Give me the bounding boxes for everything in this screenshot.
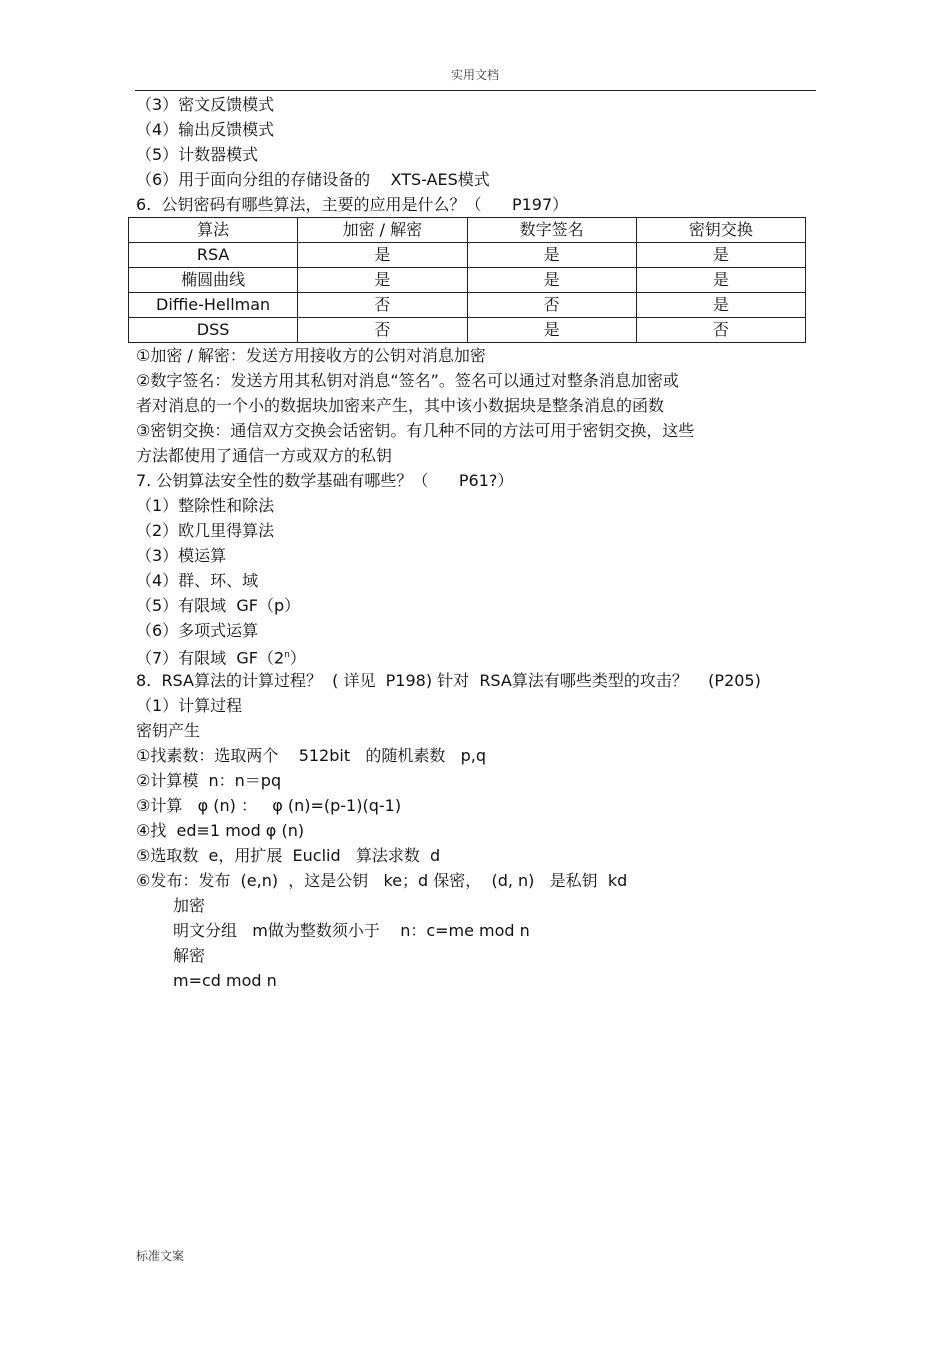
question-6: 6. 公钥密码有哪些算法，主要的应用是什么？（ P197） [136,195,569,214]
list-item: （2）欧几里得算法 [136,521,275,540]
page-footer: 标准文案 [136,1249,185,1263]
table-cell: 是 [636,243,805,268]
question-8: 8. RSA算法的计算过程？ ( 详见 P198) 针对 RSA算法有哪些类型的攻击？ (P205) [136,671,761,690]
table-cell: Diffie-Hellman [129,293,298,318]
step-line: ⑥发布：发布 (e,n) ，这是公钥 ke；d 保密， (d, n) 是私钥 kd [136,871,628,890]
table-header-cell: 数字签名 [467,218,636,243]
text-line: （4）输出反馈模式 [136,120,275,139]
text-line: ②数字签名：发送方用其私钥对消息“签名”。签名可以通过对整条消息加密或 [136,371,679,390]
table-header-cell: 密钥交换 [636,218,805,243]
document-body [136,92,806,993]
text-line: （6）用于面向分组的存储设备的 XTS-AES模式 [136,170,490,189]
step-line: ②计算模 n：n＝pq [136,771,282,790]
text-line: 者对消息的一个小的数据块加密来产生，其中该小数据块是整条消息的函数 [136,396,665,415]
table-cell: 椭圆曲线 [129,268,298,293]
table-cell: 是 [636,293,805,318]
table-row [129,318,806,343]
table-cell: 是 [467,268,636,293]
table-row [129,268,806,293]
text-line: （3）密文反馈模式 [136,95,275,114]
table-row [129,243,806,268]
header-rule [135,90,816,91]
list-item [136,643,806,668]
table-cell: 否 [298,318,467,343]
table-cell: 否 [298,293,467,318]
list-item: （6）多项式运算 [136,621,259,640]
table-cell: 是 [467,243,636,268]
list-item: （4）群、环、域 [136,571,259,590]
table-cell: 否 [467,293,636,318]
step-line: ③计算 φ (n) ： φ (n)=(p-1)(q-1) [136,796,402,815]
algorithm-table [128,217,806,343]
list-item: （5）有限域 GF（p） [136,596,301,615]
gf-exponent: n [284,650,290,660]
question-7: 7. 公钥算法安全性的数学基础有哪些？（ P61?） [136,471,514,490]
step-line: ①找素数：选取两个 512bit 的随机素数 p,q [136,746,487,765]
table-cell: RSA [129,243,298,268]
table-cell: 是 [636,268,805,293]
text-line: 方法都使用了通信一方或双方的私钥 [136,446,393,465]
text-line: （5）计数器模式 [136,145,259,164]
table-cell: DSS [129,318,298,343]
table-row [129,293,806,318]
table-header-cell: 算法 [129,218,298,243]
list-item: （1）整除性和除法 [136,496,275,515]
gf-close: ） [289,648,306,668]
text-line: 密钥产生 [136,721,201,740]
page-header: 实用文档 [450,68,499,82]
step-line: ⑤选取数 e，用扩展 Euclid 算法求数 d [136,846,441,865]
indented-line: 加密 [173,896,206,915]
table-header-row [129,218,806,243]
indented-line: 解密 [173,946,206,965]
indented-line: m=cd mod n [173,971,277,990]
text-line: ③密钥交换：通信双方交换会话密钥。有几种不同的方法可用于密钥交换，这些 [136,421,695,440]
table-header-cell: 加密 / 解密 [298,218,467,243]
text-line: ①加密 / 解密：发送方用接收方的公钥对消息加密 [136,346,486,365]
step-line: ④找 ed≡1 mod φ (n) [136,821,305,840]
indented-line: 明文分组 m做为整数须小于 n：c=me mod n [173,921,530,940]
table-cell: 是 [467,318,636,343]
table-cell: 是 [298,243,467,268]
list-item: （3）模运算 [136,546,227,565]
gf-text: （7）有限域 GF（2 [136,648,285,668]
table-cell: 是 [298,268,467,293]
table-cell: 否 [636,318,805,343]
text-line: （1）计算过程 [136,696,243,715]
